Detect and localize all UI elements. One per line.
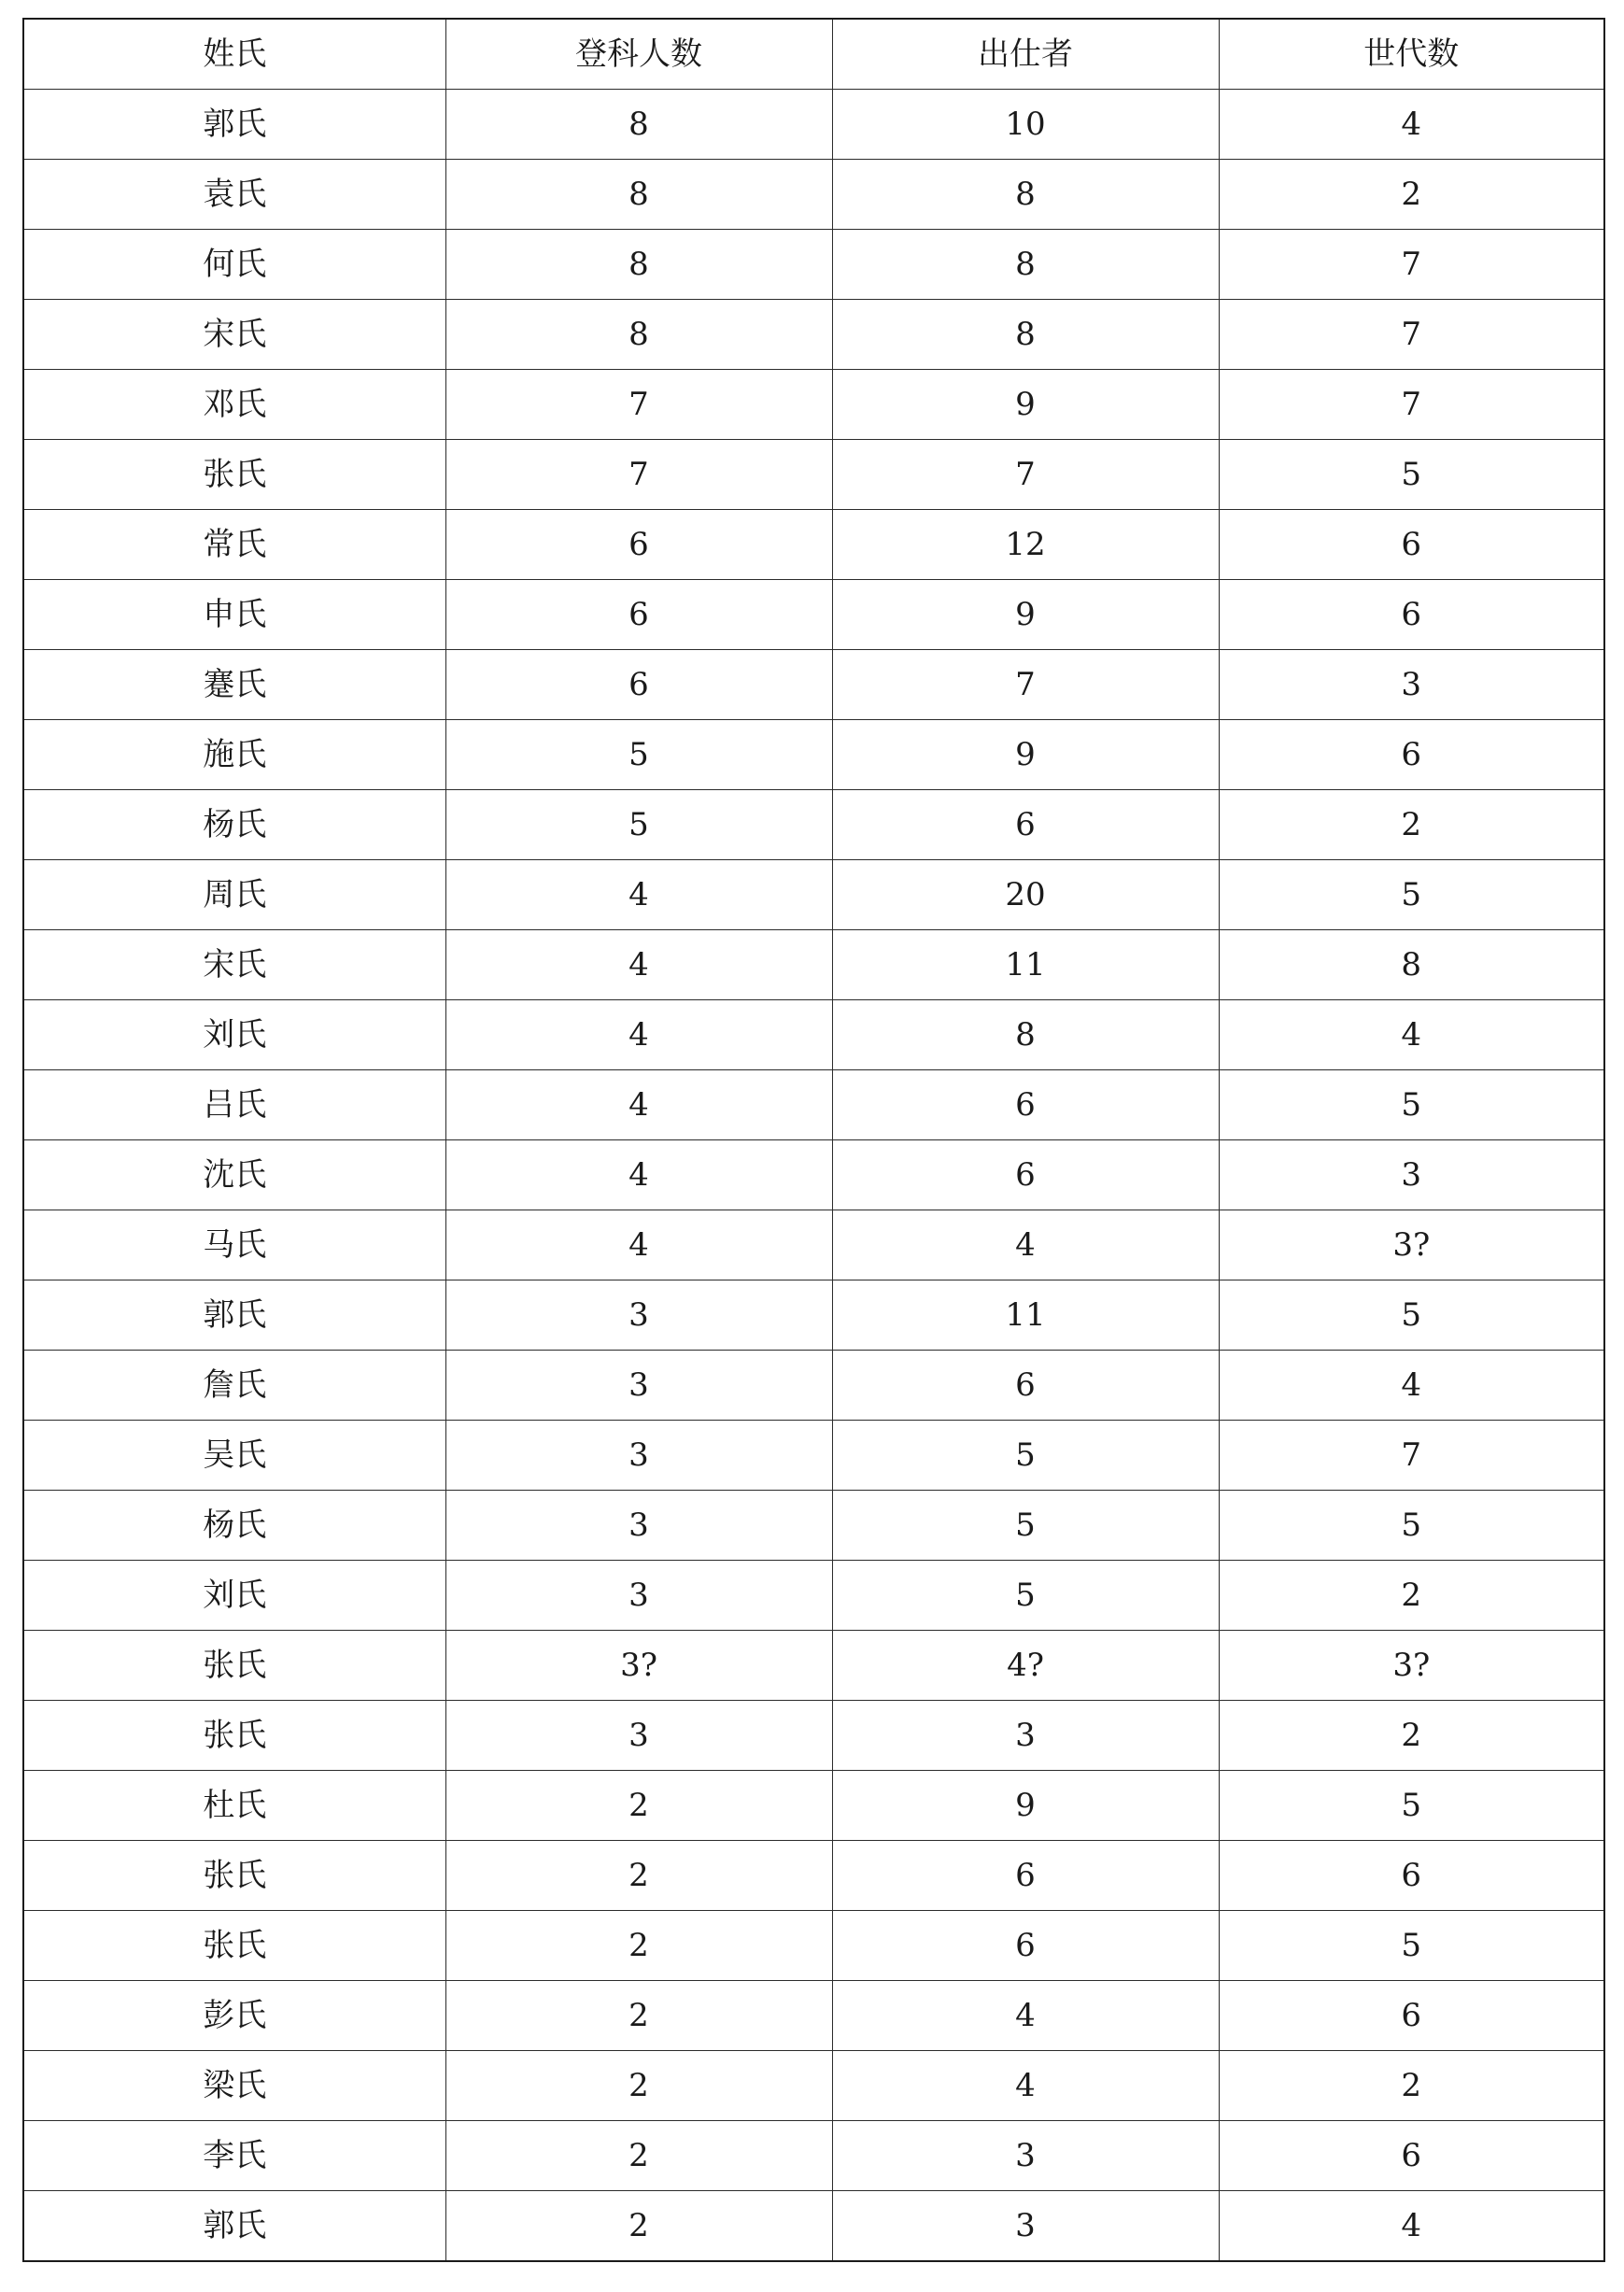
cell-generations: 6: [1219, 720, 1604, 790]
table-row: [23, 1771, 1604, 1841]
cell-surname: 蹇氏: [23, 650, 445, 720]
cell-generations: 5: [1219, 1911, 1604, 1981]
cell-officials: 7: [832, 650, 1219, 720]
cell-generations: 5: [1219, 1491, 1604, 1561]
cell-generations: 2: [1219, 1561, 1604, 1631]
cell-surname: 郭氏: [23, 90, 445, 160]
table-header: [23, 19, 1604, 90]
cell-exam-passers: 6: [445, 510, 832, 580]
cell-generations: 6: [1219, 1841, 1604, 1911]
cell-exam-passers: 8: [445, 300, 832, 370]
cell-exam-passers: 5: [445, 720, 832, 790]
cell-officials: 5: [832, 1421, 1219, 1491]
table-row: [23, 1070, 1604, 1140]
cell-officials: 4?: [832, 1631, 1219, 1701]
cell-generations: 3?: [1219, 1210, 1604, 1280]
cell-surname: 宋氏: [23, 930, 445, 1000]
cell-exam-passers: 4: [445, 1000, 832, 1070]
cell-officials: 3: [832, 2191, 1219, 2262]
cell-exam-passers: 7: [445, 440, 832, 510]
cell-officials: 6: [832, 1140, 1219, 1210]
table-row: [23, 2121, 1604, 2191]
cell-surname: 郭氏: [23, 2191, 445, 2262]
cell-surname: 刘氏: [23, 1000, 445, 1070]
cell-officials: 20: [832, 860, 1219, 930]
table-row: [23, 1981, 1604, 2051]
cell-generations: 2: [1219, 1701, 1604, 1771]
cell-generations: 6: [1219, 580, 1604, 650]
table-row: [23, 90, 1604, 160]
cell-generations: 4: [1219, 90, 1604, 160]
cell-generations: 2: [1219, 160, 1604, 230]
cell-surname: 施氏: [23, 720, 445, 790]
cell-generations: 6: [1219, 2121, 1604, 2191]
cell-exam-passers: 8: [445, 160, 832, 230]
table-row: [23, 930, 1604, 1000]
cell-exam-passers: 3: [445, 1280, 832, 1351]
cell-generations: 6: [1219, 510, 1604, 580]
cell-generations: 5: [1219, 1070, 1604, 1140]
cell-generations: 7: [1219, 300, 1604, 370]
table-row: [23, 1140, 1604, 1210]
cell-generations: 2: [1219, 790, 1604, 860]
cell-exam-passers: 6: [445, 580, 832, 650]
cell-surname: 周氏: [23, 860, 445, 930]
cell-surname: 杨氏: [23, 790, 445, 860]
table-row: [23, 1491, 1604, 1561]
cell-generations: 5: [1219, 1280, 1604, 1351]
table-row: [23, 300, 1604, 370]
cell-surname: 吕氏: [23, 1070, 445, 1140]
cell-officials: 9: [832, 720, 1219, 790]
cell-generations: 6: [1219, 1981, 1604, 2051]
cell-surname: 郭氏: [23, 1280, 445, 1351]
cell-exam-passers: 2: [445, 1981, 832, 2051]
table-row: [23, 1561, 1604, 1631]
table-row: [23, 440, 1604, 510]
cell-surname: 何氏: [23, 230, 445, 300]
cell-exam-passers: 4: [445, 860, 832, 930]
table-row: [23, 1210, 1604, 1280]
cell-surname: 沈氏: [23, 1140, 445, 1210]
table-row: [23, 1351, 1604, 1421]
cell-officials: 5: [832, 1561, 1219, 1631]
surname-statistics-table: [22, 18, 1605, 2262]
cell-surname: 张氏: [23, 1701, 445, 1771]
cell-exam-passers: 5: [445, 790, 832, 860]
cell-surname: 张氏: [23, 1911, 445, 1981]
cell-surname: 彭氏: [23, 1981, 445, 2051]
table-row: [23, 1000, 1604, 1070]
table-row: [23, 1421, 1604, 1491]
table-row: [23, 1701, 1604, 1771]
cell-exam-passers: 3: [445, 1701, 832, 1771]
table-row: [23, 580, 1604, 650]
table-row: [23, 1841, 1604, 1911]
cell-exam-passers: 3?: [445, 1631, 832, 1701]
table-row: [23, 1631, 1604, 1701]
cell-generations: 7: [1219, 370, 1604, 440]
cell-officials: 9: [832, 580, 1219, 650]
cell-generations: 5: [1219, 1771, 1604, 1841]
cell-surname: 刘氏: [23, 1561, 445, 1631]
cell-exam-passers: 3: [445, 1351, 832, 1421]
cell-generations: 5: [1219, 860, 1604, 930]
cell-exam-passers: 4: [445, 1210, 832, 1280]
cell-officials: 9: [832, 370, 1219, 440]
cell-officials: 4: [832, 1981, 1219, 2051]
cell-officials: 7: [832, 440, 1219, 510]
column-header-exam-passers: 登科人数: [445, 19, 832, 90]
cell-exam-passers: 3: [445, 1561, 832, 1631]
cell-surname: 吴氏: [23, 1421, 445, 1491]
cell-generations: 4: [1219, 2191, 1604, 2262]
cell-generations: 8: [1219, 930, 1604, 1000]
cell-surname: 李氏: [23, 2121, 445, 2191]
table-row: [23, 720, 1604, 790]
cell-surname: 袁氏: [23, 160, 445, 230]
cell-officials: 3: [832, 1701, 1219, 1771]
cell-generations: 3?: [1219, 1631, 1604, 1701]
cell-officials: 12: [832, 510, 1219, 580]
cell-surname: 邓氏: [23, 370, 445, 440]
cell-officials: 4: [832, 1210, 1219, 1280]
cell-officials: 11: [832, 1280, 1219, 1351]
cell-exam-passers: 3: [445, 1421, 832, 1491]
cell-generations: 3: [1219, 1140, 1604, 1210]
header-row: [23, 19, 1604, 90]
cell-officials: 9: [832, 1771, 1219, 1841]
cell-officials: 6: [832, 1070, 1219, 1140]
cell-exam-passers: 2: [445, 1911, 832, 1981]
table-row: [23, 160, 1604, 230]
cell-exam-passers: 6: [445, 650, 832, 720]
table-row: [23, 2191, 1604, 2262]
table-row: [23, 230, 1604, 300]
cell-officials: 11: [832, 930, 1219, 1000]
cell-surname: 杨氏: [23, 1491, 445, 1561]
cell-exam-passers: 8: [445, 90, 832, 160]
cell-exam-passers: 2: [445, 2051, 832, 2121]
table-row: [23, 370, 1604, 440]
cell-generations: 3: [1219, 650, 1604, 720]
cell-surname: 张氏: [23, 1841, 445, 1911]
cell-exam-passers: 2: [445, 1771, 832, 1841]
cell-exam-passers: 7: [445, 370, 832, 440]
cell-surname: 梁氏: [23, 2051, 445, 2121]
cell-generations: 7: [1219, 1421, 1604, 1491]
cell-officials: 4: [832, 2051, 1219, 2121]
cell-exam-passers: 4: [445, 930, 832, 1000]
column-header-generations: 世代数: [1219, 19, 1604, 90]
table-row: [23, 650, 1604, 720]
cell-surname: 张氏: [23, 1631, 445, 1701]
cell-generations: 4: [1219, 1000, 1604, 1070]
cell-surname: 宋氏: [23, 300, 445, 370]
cell-exam-passers: 4: [445, 1070, 832, 1140]
table-body: [23, 90, 1604, 2262]
cell-exam-passers: 4: [445, 1140, 832, 1210]
cell-officials: 10: [832, 90, 1219, 160]
cell-exam-passers: 3: [445, 1491, 832, 1561]
table-row: [23, 1911, 1604, 1981]
cell-officials: 6: [832, 790, 1219, 860]
cell-officials: 6: [832, 1841, 1219, 1911]
cell-generations: 7: [1219, 230, 1604, 300]
cell-exam-passers: 2: [445, 2191, 832, 2262]
table-row: [23, 2051, 1604, 2121]
cell-officials: 8: [832, 230, 1219, 300]
cell-surname: 马氏: [23, 1210, 445, 1280]
cell-officials: 6: [832, 1911, 1219, 1981]
column-header-surname: 姓氏: [23, 19, 445, 90]
column-header-officials: 出仕者: [832, 19, 1219, 90]
cell-generations: 2: [1219, 2051, 1604, 2121]
table-row: [23, 1280, 1604, 1351]
table-row: [23, 790, 1604, 860]
cell-surname: 申氏: [23, 580, 445, 650]
cell-surname: 詹氏: [23, 1351, 445, 1421]
cell-generations: 5: [1219, 440, 1604, 510]
cell-officials: 6: [832, 1351, 1219, 1421]
cell-exam-passers: 8: [445, 230, 832, 300]
cell-surname: 常氏: [23, 510, 445, 580]
cell-officials: 5: [832, 1491, 1219, 1561]
table-row: [23, 860, 1604, 930]
cell-officials: 8: [832, 1000, 1219, 1070]
cell-exam-passers: 2: [445, 2121, 832, 2191]
cell-exam-passers: 2: [445, 1841, 832, 1911]
cell-officials: 8: [832, 300, 1219, 370]
cell-surname: 杜氏: [23, 1771, 445, 1841]
cell-officials: 3: [832, 2121, 1219, 2191]
cell-surname: 张氏: [23, 440, 445, 510]
cell-officials: 8: [832, 160, 1219, 230]
cell-generations: 4: [1219, 1351, 1604, 1421]
table-row: [23, 510, 1604, 580]
